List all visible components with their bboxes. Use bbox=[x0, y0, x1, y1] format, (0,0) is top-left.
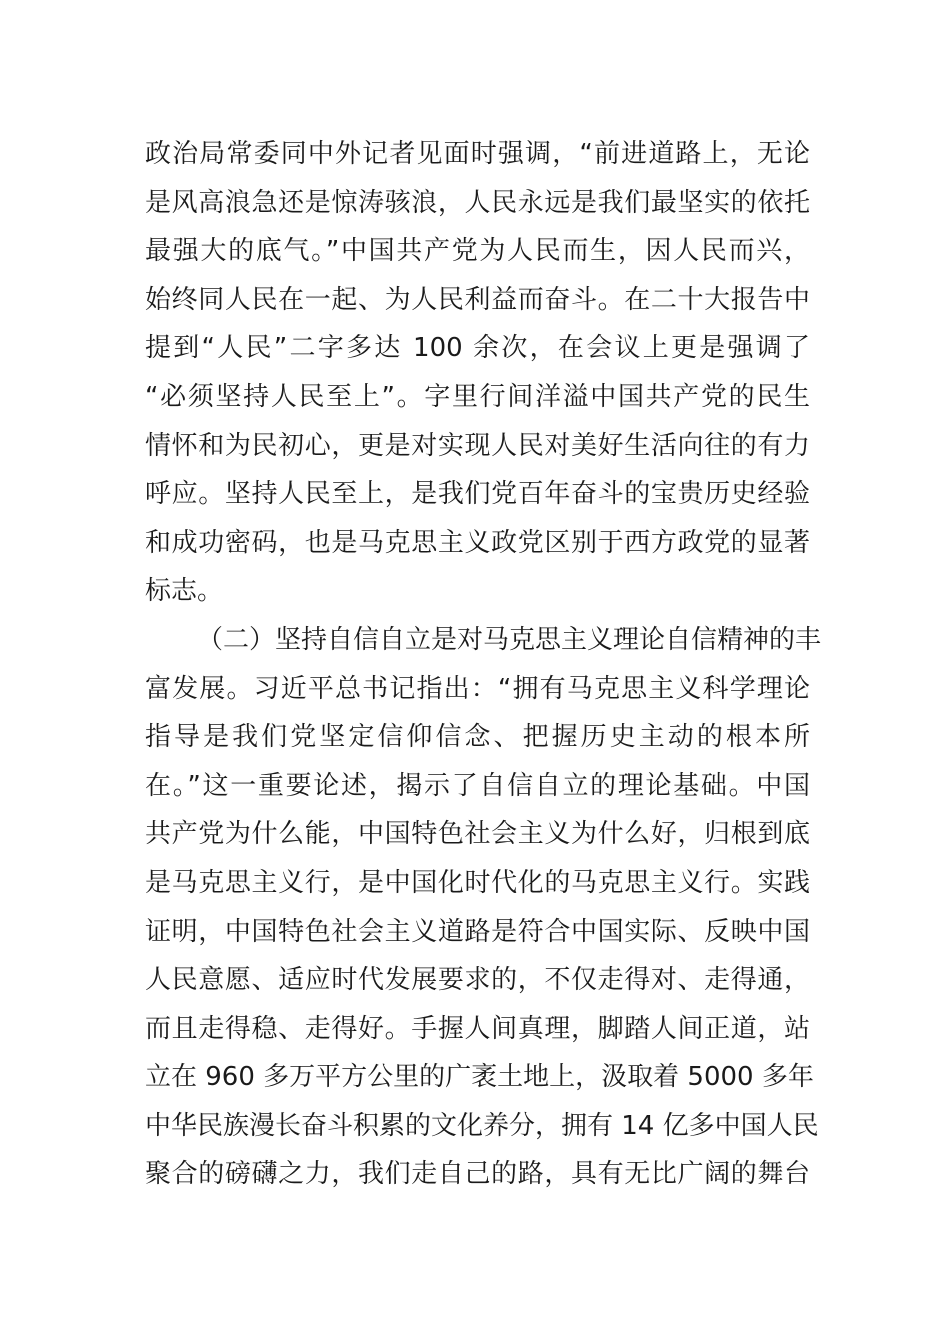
document-body bbox=[145, 130, 822, 1199]
text-line: 呼应。坚持人民至上，是我们党百年奋斗的宝贵历史经验 bbox=[145, 479, 810, 510]
text-line: 证明，中国特色社会主义道路是符合中国实际、反映中国 bbox=[145, 916, 810, 947]
text-line: 富发展。习近平总书记指出：“拥有马克思主义科学理论 bbox=[145, 673, 810, 704]
text-line: 政治局常委同中外记者见面时强调，“前进道路上，无论 bbox=[145, 139, 810, 169]
text-line: 人民意愿、适应时代发展要求的，不仅走得对、走得通， bbox=[145, 965, 810, 996]
text-line: “必须坚持人民至上”。字里行间洋溢中国共产党的民生 bbox=[145, 381, 810, 412]
text-line: 共产党为什么能，中国特色社会主义为什么好，归根到底 bbox=[145, 819, 810, 850]
text-line: 聚合的磅礴之力，我们走自己的路，具有无比广阔的舞台 bbox=[145, 1159, 810, 1190]
text-line: 始终同人民在一起、为人民利益而奋斗。在二十大报告中 bbox=[145, 284, 810, 315]
paragraph-self-confidence bbox=[145, 616, 822, 1199]
section-heading-line: （二）坚持自信自立是对马克思主义理论自信精神的丰 bbox=[197, 624, 822, 655]
text-line: 中华民族漫长奋斗积累的文化养分，拥有 14 亿多中国人民 bbox=[145, 1110, 819, 1141]
text-line: 最强大的底气。”中国共产党为人民而生，因人民而兴， bbox=[145, 236, 810, 267]
text-line: 标志。 bbox=[145, 576, 224, 607]
text-line: 和成功密码，也是马克思主义政党区别于西方政党的显著 bbox=[145, 527, 810, 558]
text-line: 提到“人民”二字多达 100 余次，在会议上更是强调了 bbox=[145, 333, 810, 364]
text-line: 而且走得稳、走得好。手握人间真理，脚踏人间正道，站 bbox=[145, 1013, 810, 1044]
text-line: 在。”这一重要论述，揭示了自信自立的理论基础。中国 bbox=[145, 770, 810, 801]
text-line: 是马克思主义行，是中国化时代化的马克思主义行。实践 bbox=[145, 867, 810, 898]
text-line: 立在 960 多万平方公里的广袤土地上，汲取着 5000 多年 bbox=[145, 1062, 814, 1093]
text-line: 是风高浪急还是惊涛骇浪，人民永远是我们最坚实的依托 bbox=[145, 187, 810, 218]
paragraph-people-first bbox=[145, 130, 810, 616]
text-line: 指导是我们党坚定信仰信念、把握历史主动的根本所 bbox=[145, 722, 810, 753]
text-line: 情怀和为民初心，更是对实现人民对美好生活向往的有力 bbox=[145, 430, 810, 461]
